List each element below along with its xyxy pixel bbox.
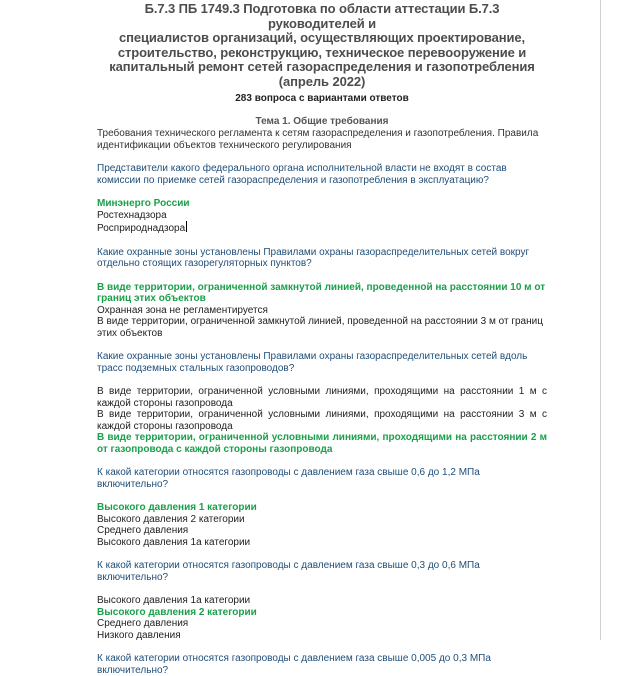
- question-text: К какой категории относятся газопроводы с давлением газа свыше 0,3 до 0,6 МПа включительно?: [97, 560, 480, 583]
- answer-option: Охранная зона не регламентируется: [97, 304, 268, 316]
- answer-correct: Высокого давления 1 категории: [97, 502, 257, 513]
- answer-option: Высокого давления 1а категории: [97, 536, 251, 548]
- question-text: Представители какого федерального органа исполнительной власти не входят в состав комиссии по приемке сетей газораспределения и газопотребления в эксплуатацию?: [97, 163, 507, 186]
- answer-list: [97, 595, 547, 641]
- title-line: строительство, реконструкцию, техническое перевооружение и: [117, 44, 527, 60]
- answer-option: В виде территории, ограниченной замкнутой линией, проведенной на расстоянии 3 м от границ этих объектов: [97, 316, 543, 339]
- answer-correct: В виде территории, ограниченной условными линиями, проходящими на расстоянии 2 м от газопровода с каждой стороны газопровода: [97, 432, 547, 455]
- question-text: К какой категории относятся газопроводы с давлением газа свыше 0,6 до 1,2 МПа включительно?: [97, 467, 480, 490]
- answer-option: Среднего давления: [97, 525, 189, 536]
- answer-option: Низкого давления: [97, 629, 181, 641]
- text-cursor[interactable]: [186, 221, 187, 232]
- answer-option: Среднего давления: [97, 618, 189, 629]
- title-line: капитальный ремонт сетей газораспределения и газопотребления: [109, 59, 535, 74]
- answer-option: Высокого давления 2 категории: [97, 513, 245, 525]
- document-title: [97, 2, 547, 89]
- answer-option: В виде территории, ограниченной условными линиями, проходящими на расстоянии 1 м с каждой стороны газопровода: [97, 386, 547, 409]
- section-description: Требования технического регламента к сетям газораспределения и газопотребления. Правила идентификации объектов технического регулирования: [97, 128, 539, 151]
- question-text: К какой категории относятся газопроводы с давлением газа свыше 0,005 до 0,3 МПа включительно?: [97, 653, 491, 676]
- answer-option: Высокого давления 1а категории: [97, 595, 251, 606]
- question-text: Какие охранные зоны установлены Правилами охраны газораспределительных сетей вокруг отдельно стоящих газорегуляторных пунктов?: [97, 246, 530, 269]
- answer-list: [97, 502, 547, 548]
- document-content: [97, 2, 547, 676]
- answer-option: [97, 221, 547, 235]
- answer-correct: Высокого давления 2 категории: [97, 606, 257, 618]
- answer-list: [97, 386, 547, 455]
- answer-option: В виде территории, ограниченной условными линиями, проходящими на расстоянии 3 м с каждой стороны газопровода: [97, 409, 547, 432]
- title-line: Б.7.3 ПБ 1749.3 Подготовка по области аттестации Б.7.3 руководителей и: [144, 1, 500, 31]
- page-edge: [600, 0, 601, 640]
- title-line: специалистов организаций, осуществляющих проектирование,: [118, 30, 526, 45]
- answer-option: Ростехнадзора: [97, 209, 167, 221]
- section-title: Тема 1. Общие требования: [255, 116, 389, 127]
- question-text: Какие охранные зоны установлены Правилами охраны газораспределительных сетей вдоль трасс подземных стальных газопроводов?: [97, 351, 528, 374]
- answer-correct: В виде территории, ограниченной замкнутой линией, проведенной на расстоянии 10 м от границ этих объектов: [97, 281, 546, 304]
- answer-list: [97, 198, 547, 235]
- title-line: (апрель 2022): [278, 73, 366, 89]
- answer-option-text: Росприроднадзора: [97, 223, 186, 234]
- document-subtitle: 283 вопроса с вариантами ответов: [235, 93, 409, 104]
- answer-list: [97, 282, 547, 340]
- answer-correct: Минэнерго России: [97, 198, 190, 209]
